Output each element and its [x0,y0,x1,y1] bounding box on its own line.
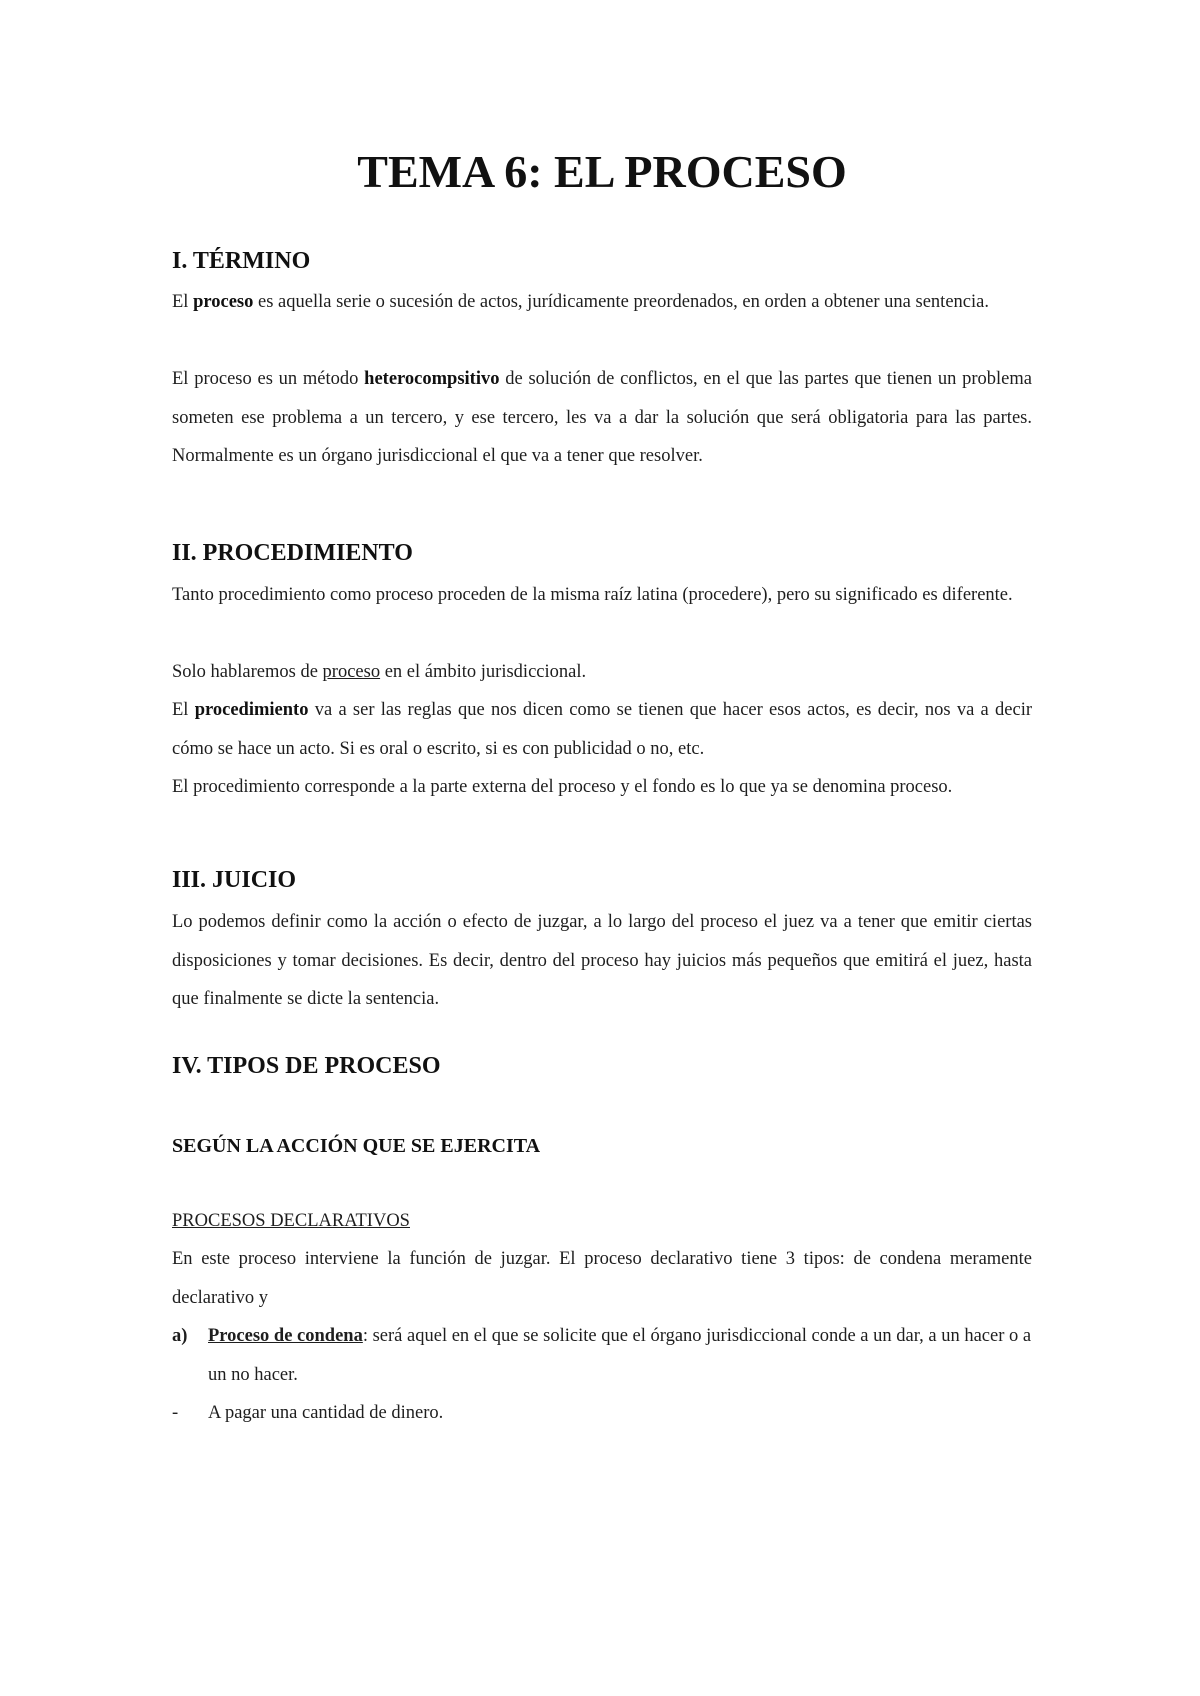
paragraph-procedimiento-1: Tanto procedimiento como proceso proceden de la misma raíz latina (procedere), pero su significado es diferente. [172,585,1013,605]
paragraph-procedimiento-4: El procedimiento corresponde a la parte externa del proceso y el fondo es lo que ya se denomina proceso. [172,777,953,797]
paragraph-termino-2: El proceso es un método heterocompsitivo de solución de conflictos, en el que las partes que tienen un problema someten ese problema a un tercero, y ese tercero, les va a dar la solución que será obligatoria para las partes. Normalmente es un órgano jurisdiccional el que va a tener que resolver. [172,369,1032,466]
heading-procedimiento: II. PROCEDIMIENTO [172,540,413,566]
paragraph-procedimiento-3: El procedimiento va a ser las reglas que nos dicen como se tienen que hacer esos actos, es decir, nos va a decir cómo se hace un acto. Si es oral o escrito, si es con publicidad o no, etc. [172,700,1032,759]
term-procedimiento: procedimiento [194,700,309,720]
term-proceso-de-condena: Proceso de condena [208,1326,363,1346]
paragraph-procedimiento-2: Solo hablaremos de proceso en el ámbito jurisdiccional. [172,662,587,682]
list-item-a: a) Proceso de condena: será aquel en el que se solicite que el órgano jurisdiccional conde a un dar, a un hacer o a un no hacer. [172,1317,1032,1394]
heading-termino: I. TÉRMINO [172,248,311,274]
heading-tipos: IV. TIPOS DE PROCESO [172,1053,441,1079]
list-item-dash: - A pagar una cantidad de dinero. [172,1394,1032,1433]
paragraph-declarativos-1: En este proceso interviene la función de juzgar. El proceso declarativo tiene 3 tipos: de condena meramente declarativo y [172,1249,1032,1308]
list-marker-dash: - [172,1403,179,1423]
list-marker-a: a) [172,1326,188,1346]
paragraph-juicio-1: Lo podemos definir como la acción o efecto de juzgar, a lo largo del proceso el juez va a tener que emitir ciertas disposiciones y tomar decisiones. Es decir, dentro del proceso hay juicios más pequeños que emitirá el juez, hasta que finalmente se dicte la sentencia. [172,912,1032,1009]
term-heterocompsitivo: heterocompsitivo [364,369,500,389]
heading-juicio: III. JUICIO [172,867,297,893]
underlined-proceso: proceso [322,662,381,682]
document-title: TEMA 6: EL PROCESO [357,146,847,197]
term-proceso: proceso [193,292,254,312]
subheading-segun-accion: SEGÚN LA ACCIÓN QUE SE EJERCITA [172,1135,541,1157]
subsection-procesos-declarativos: PROCESOS DECLARATIVOS [172,1211,410,1231]
paragraph-termino-1: El proceso es aquella serie o sucesión de actos, jurídicamente preordenados, en orden a obtener una sentencia. [172,292,989,312]
